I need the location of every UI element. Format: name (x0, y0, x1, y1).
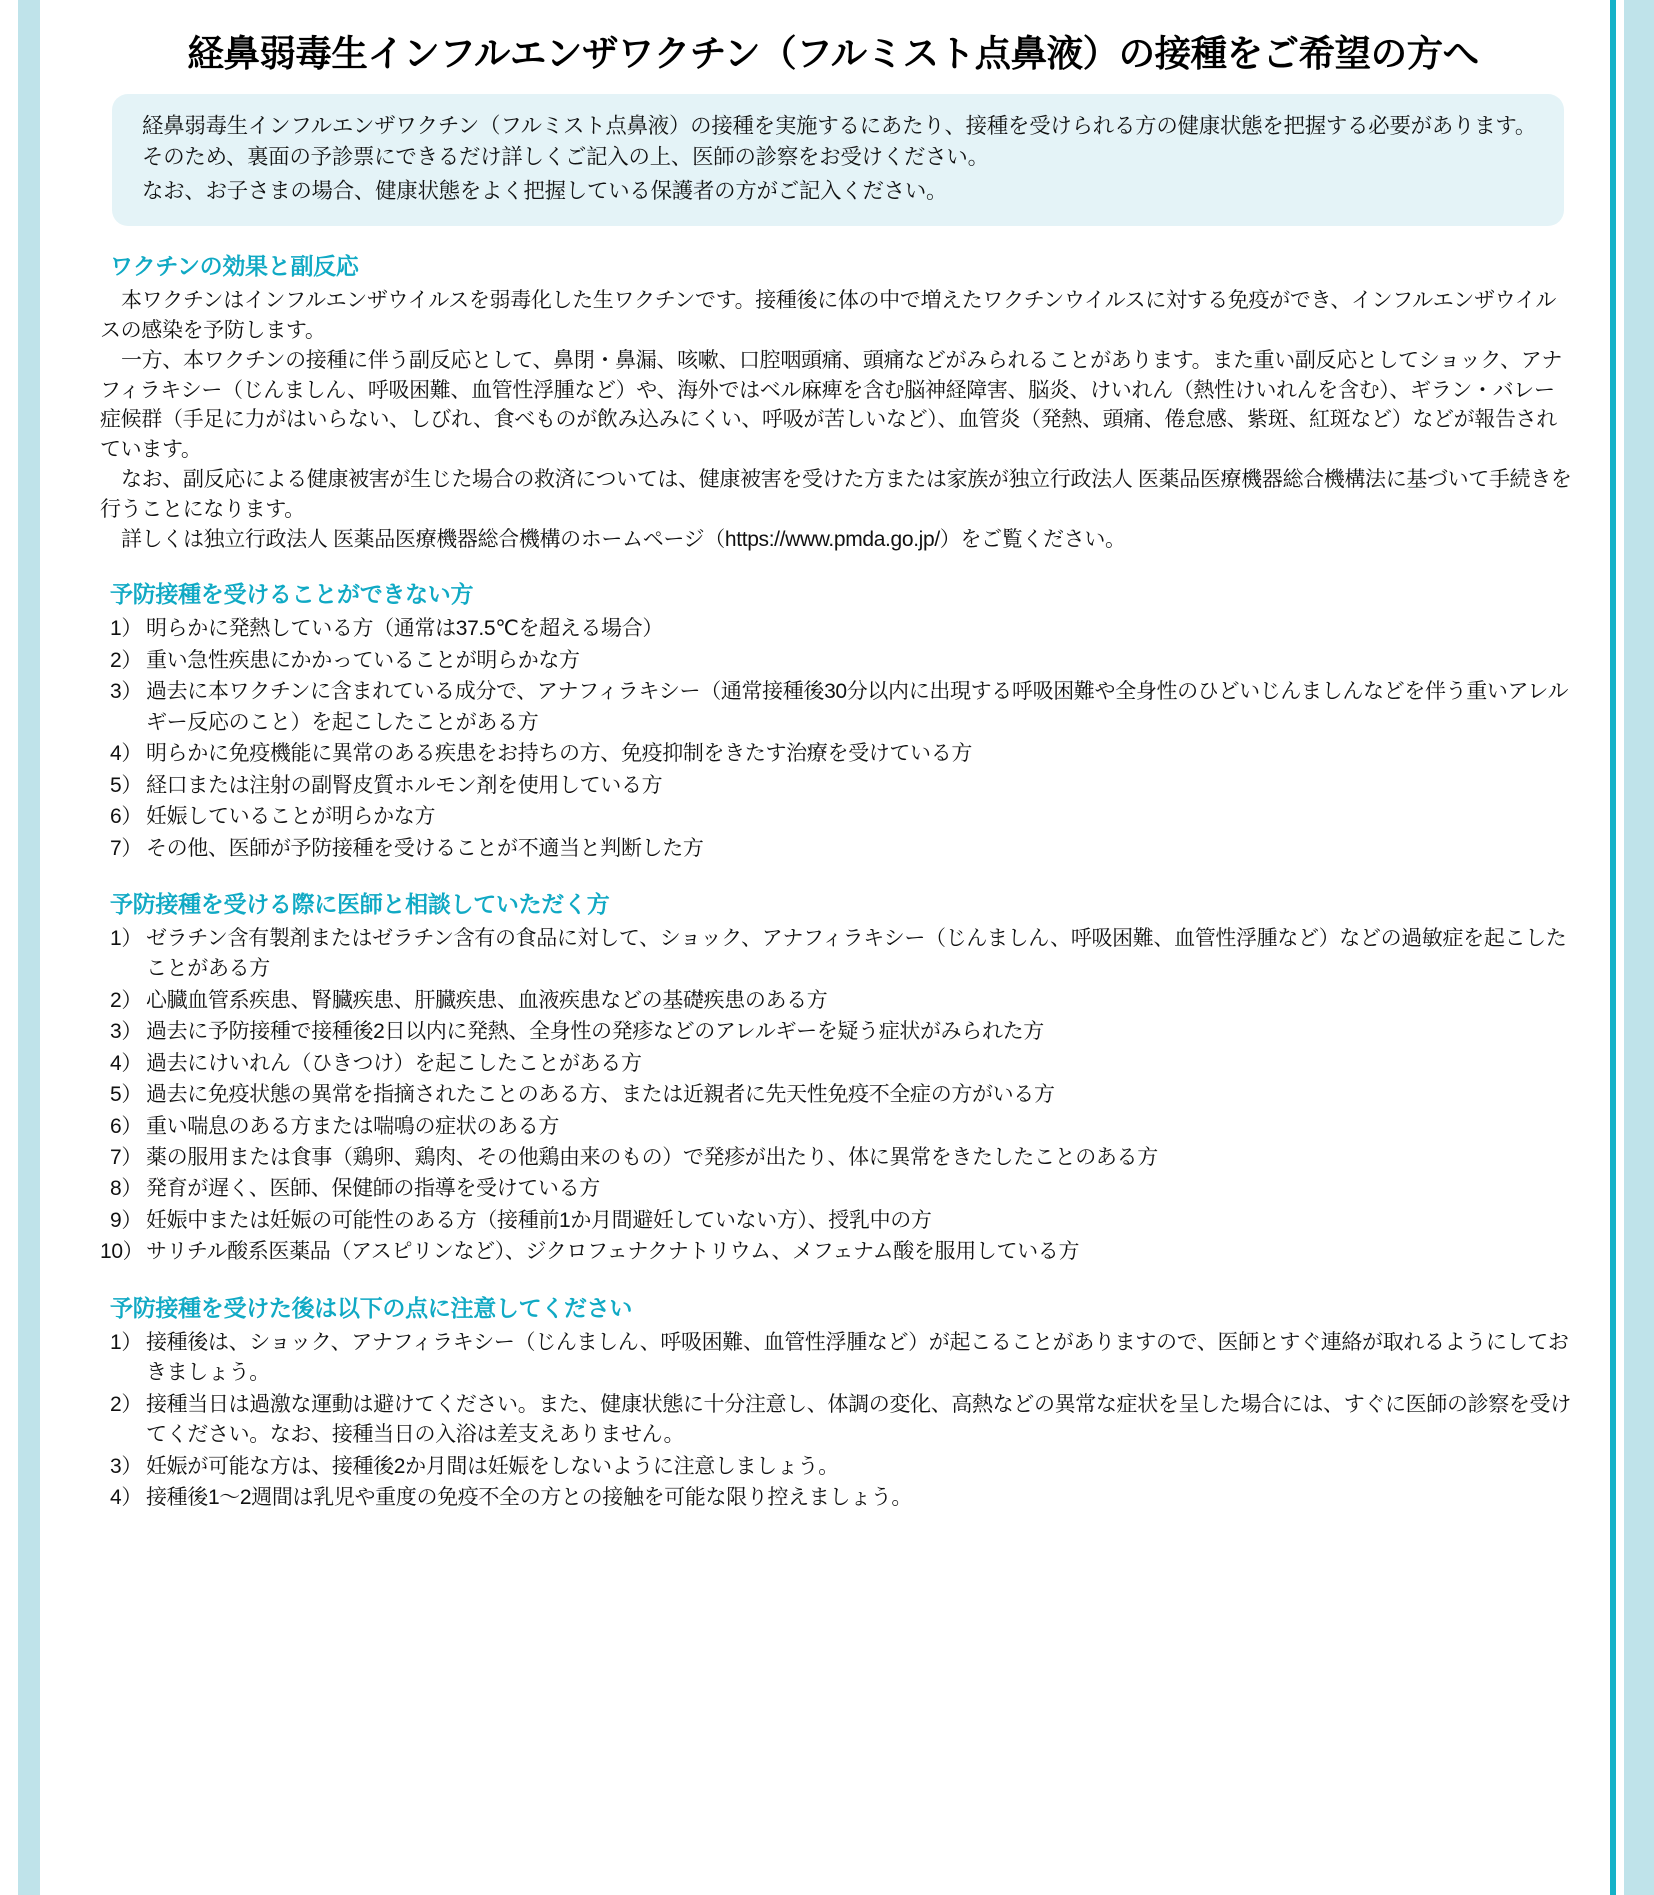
list-item (100, 1328, 1572, 1389)
list-item (100, 1049, 1572, 1079)
list-item (100, 1483, 1572, 1513)
list-item (100, 1112, 1572, 1142)
list-item-number: 4） (110, 1051, 142, 1075)
list-item-number: 1） (110, 1330, 142, 1354)
list-item-text: 心臓血管系疾患、腎臓疾患、肝臓疾患、血液疾患などの基礎疾患のある方 (146, 988, 828, 1012)
list-item-number: 10） (100, 1240, 144, 1264)
section-body-effects (100, 286, 1572, 554)
section-heading-contraindications: 予防接種を受けることができない方 (110, 581, 474, 608)
list-item (100, 1452, 1572, 1482)
list-item (100, 1174, 1572, 1204)
section-heading-aftercare: 予防接種を受けた後は以下の点に注意してください (110, 1294, 633, 1321)
list-item (100, 924, 1572, 985)
paragraph: なお、副反応による健康被害が生じた場合の救済については、健康被害を受けた方または家族が独立行政法人 医薬品医療機器総合機構法に基づいて手続きを行うことになります。 (100, 468, 1572, 521)
paragraph: 一方、本ワクチンの接種に伴う副反応として、鼻閉・鼻漏、咳嗽、口腔咽頭痛、頭痛などがみられることがあります。また重い副反応としてショック、アナフィラキシー（じんましん、呼吸困難、血管性浮腫など）や、海外ではベル麻痺を含む脳神経障害、脳炎、けいれん（熱性けいれんを含む）、ギラン・バレー症候群（手足に力がはいらない、しびれ、食べものが飲み込みにくい、呼吸が苦しいなど）、血管炎（発熱、頭痛、倦怠感、紫斑、紅斑など）などが報告されています。 (100, 348, 1563, 462)
paragraph: 詳しくは独立行政法人 医薬品医療機器総合機構のホームページ（https://www.pmda.go.jp/）をご覧ください。 (121, 527, 1126, 551)
list-item-number: 3） (110, 1454, 142, 1478)
page-edge-right-bar (1624, 0, 1654, 1895)
list-item-number: 6） (110, 805, 142, 829)
list-item-number: 4） (110, 1485, 142, 1509)
list-item-number: 1） (110, 926, 142, 950)
list-item-text: サリチル酸系医薬品（アスピリンなど）、ジクロフェナクナトリウム、メフェナム酸を服用している方 (146, 1240, 1080, 1264)
list-item-number: 8） (110, 1177, 142, 1201)
paragraph: 本ワクチンはインフルエンザウイルスを弱毒化した生ワクチンです。接種後に体の中で増えたワクチンウイルスに対する免疫ができ、インフルエンザウイルスの感染を予防します。 (100, 289, 1556, 342)
list-item-number: 6） (110, 1114, 142, 1138)
list-item-text: 重い急性疾患にかかっていることが明らかな方 (146, 648, 580, 672)
list-item-text: 妊娠が可能な方は、接種後2か月間は妊娠をしないように注意しましょう。 (146, 1454, 839, 1478)
list-item-number: 2） (110, 1392, 142, 1416)
list-item (100, 1206, 1572, 1236)
list-item (100, 834, 1572, 864)
list-item-number: 5） (110, 773, 142, 797)
list-item-text: 接種後1〜2週間は乳児や重度の免疫不全の方との接触を可能な限り控えましょう。 (146, 1485, 913, 1509)
list-item-number: 2） (110, 988, 142, 1012)
section-heading-consult: 予防接種を受ける際に医師と相談していただく方 (110, 890, 610, 917)
lead-paragraph-2: なお、お子さまの場合、健康状態をよく把握している保護者の方がご記入ください。 (142, 178, 948, 203)
list-item-number: 2） (110, 648, 142, 672)
lead-notice-box (112, 94, 1564, 226)
page-edge-left-outer (0, 0, 18, 1895)
list-item-number: 3） (110, 1020, 142, 1044)
list-item-text: ゼラチン含有製剤またはゼラチン含有の食品に対して、ショック、アナフィラキシー（じんましん、呼吸困難、血管性浮腫など）などの過敏症を起こしたことがある方 (146, 926, 1567, 981)
list-item-number: 1） (110, 617, 142, 641)
page-edge-left-bar (18, 0, 40, 1895)
list-item (100, 739, 1572, 769)
list-item-text: その他、医師が予防接種を受けることが不適当と判断した方 (146, 836, 704, 860)
list-item-number: 9） (110, 1208, 142, 1232)
list-item-number: 7） (110, 836, 142, 860)
list-item (100, 1237, 1572, 1267)
list-item (100, 646, 1572, 676)
lead-paragraph-1: 経鼻弱毒生インフルエンザワクチン（フルミスト点鼻液）の接種を実施するにあたり、接種を受けられる方の健康状態を把握する必要があります。そのため、裏面の予診票にできるだけ詳しくご記入の上、医師の診察をお受けください。 (142, 113, 1537, 170)
list-item-text: 重い喘息のある方または喘鳴の症状のある方 (146, 1114, 559, 1138)
list-item-number: 7） (110, 1146, 142, 1170)
list-item-text: 接種後は、ショック、アナフィラキシー（じんましん、呼吸困難、血管性浮腫など）が起こることがありますので、医師とすぐ連絡が取れるようにしておきましょう。 (146, 1330, 1569, 1385)
list-item (100, 614, 1572, 644)
list-item (100, 1080, 1572, 1110)
list-item-text: 経口または注射の副腎皮質ホルモン剤を使用している方 (146, 773, 663, 797)
list-aftercare (100, 1328, 1572, 1514)
list-contraindications (100, 614, 1572, 864)
list-item (100, 1143, 1572, 1173)
page-title: 経鼻弱毒生インフルエンザワクチン（フルミスト点鼻液）の接種をご希望の方へ (187, 33, 1479, 74)
list-item (100, 771, 1572, 801)
page-edge-right-gap (1616, 0, 1624, 1895)
list-item-text: 過去に免疫状態の異常を指摘されたことのある方、または近親者に先天性免疫不全症の方がいる方 (146, 1083, 1055, 1107)
list-item-number: 5） (110, 1083, 142, 1107)
list-item-text: 発育が遅く、医師、保健師の指導を受けている方 (146, 1177, 600, 1201)
list-item (100, 802, 1572, 832)
list-item-text: 妊娠していることが明らかな方 (146, 805, 436, 829)
list-item-number: 3） (110, 680, 142, 704)
list-item-text: 過去に予防接種で接種後2日以内に発熱、全身性の発疹などのアレルギーを疑う症状がみられた方 (146, 1020, 1044, 1044)
list-item (100, 1390, 1572, 1451)
list-item-text: 過去にけいれん（ひきつけ）を起こしたことがある方 (146, 1051, 642, 1075)
list-item-text: 薬の服用または食事（鶏卵、鶏肉、その他鶏由来のもの）で発疹が出たり、体に異常をきたしたことのある方 (146, 1146, 1158, 1170)
list-item-text: 過去に本ワクチンに含まれている成分で、アナフィラキシー（通常接種後30分以内に出現する呼吸困難や全身性のひどいじんましんなどを伴う重いアレルギー反応のこと）を起こしたことがある方 (146, 680, 1569, 734)
list-item-text: 明らかに発熱している方（通常は37.5℃を超える場合） (146, 617, 664, 641)
list-item (100, 986, 1572, 1016)
list-consult (100, 924, 1572, 1268)
page-edge-left-inner (40, 0, 56, 1895)
list-item-number: 4） (110, 742, 142, 766)
list-item-text: 明らかに免疫機能に異常のある疾患をお持ちの方、免疫抑制をきたす治療を受けている方 (146, 742, 972, 766)
list-item-text: 妊娠中または妊娠の可能性のある方（接種前1か月間避妊していない方）、授乳中の方 (146, 1208, 932, 1232)
list-item (100, 677, 1572, 738)
document-page (56, 0, 1602, 1895)
list-item-text: 接種当日は過激な運動は避けてください。また、健康状態に十分注意し、体調の変化、高熱などの異常な症状を呈した場合には、すぐに医師の診察を受けてください。なお、接種当日の入浴は差支えありません。 (146, 1392, 1571, 1447)
list-item (100, 1017, 1572, 1047)
section-heading-effects: ワクチンの効果と副反応 (110, 253, 359, 280)
